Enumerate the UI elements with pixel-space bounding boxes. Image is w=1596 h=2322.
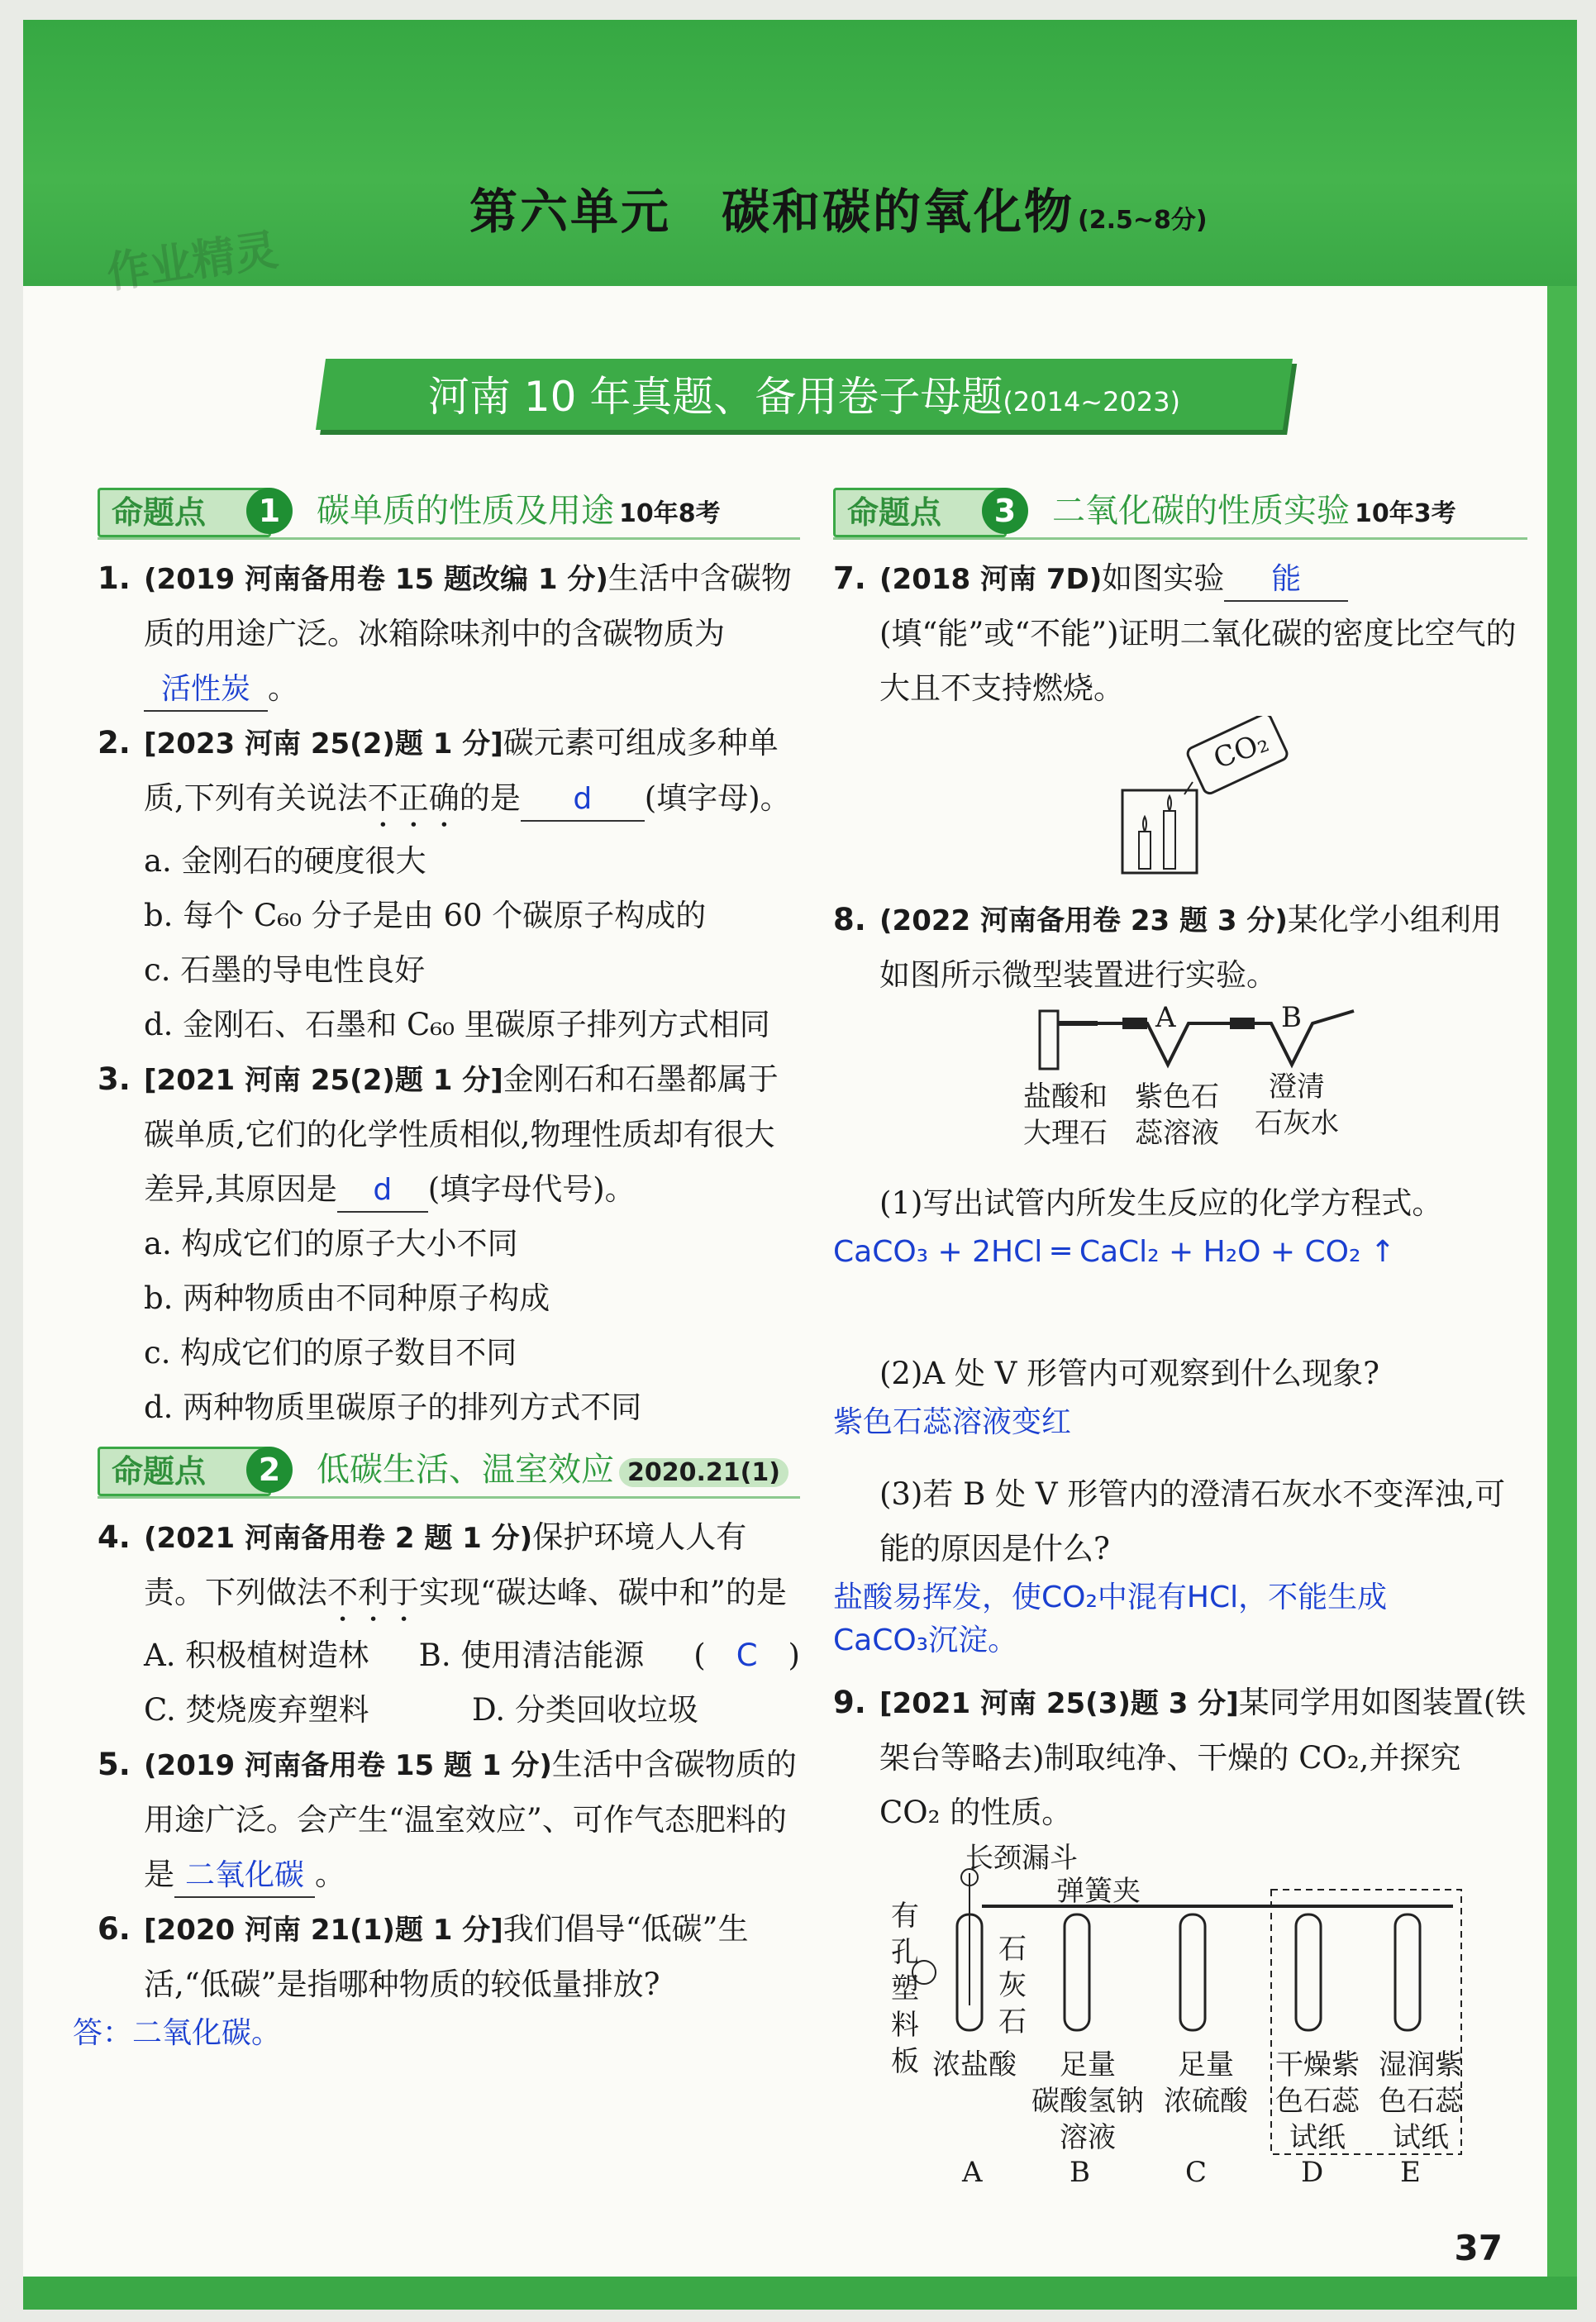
- label-clip: 弹簧夹: [1056, 1875, 1141, 1908]
- topic-header-1: [98, 483, 800, 540]
- label-litmus: 紫色石 蕊溶液: [1135, 1080, 1219, 1150]
- label-b-solution: 足量 碳酸氢钠 溶液: [1031, 2048, 1144, 2154]
- answer-blank[interactable]: 活性炭: [144, 669, 268, 712]
- side-strip: [1547, 286, 1577, 2278]
- option: d. 两种物质里碳原子的排列方式不同: [144, 1390, 642, 1425]
- label-d: D: [1301, 2156, 1324, 2189]
- label-funnel: 长颈漏斗: [965, 1842, 1078, 1875]
- topic-tag: 命题点: [833, 488, 1007, 537]
- topic-tag: 命题点: [98, 488, 271, 537]
- unit-score: (2.5~8分): [1078, 206, 1208, 235]
- topic-header-3: [833, 483, 1527, 540]
- question-3: 3. [2021 河南 25(2)题 1 分]金刚石和石墨都属于碳单质,它们的化学性质相似,物理性质却有很大差异,其原因是 d (填字母代号)。: [98, 1052, 800, 1217]
- option: b. 两种物质由不同种原子构成: [144, 1280, 550, 1316]
- question-9: 9. [2021 河南 25(3)题 3 分]某同学用如图装置(铁架台等略去)制取纯净、干燥的 CO₂,并探究 CO₂ 的性质。: [833, 1685, 1527, 1830]
- label-plate: 有 孔 塑 料 板: [891, 1900, 919, 2078]
- answer-blank[interactable]: 二氧化碳: [174, 1855, 315, 1898]
- topic-number: 2: [246, 1447, 293, 1493]
- co2-label: CO₂: [1209, 725, 1274, 776]
- v-tube-diagram: [1023, 1003, 1370, 1077]
- option: C. 焚烧废弃塑料: [144, 1692, 369, 1728]
- page-number: 37: [1454, 2228, 1503, 2268]
- label-c-solution: 足量 浓硫酸: [1164, 2048, 1248, 2118]
- option: d. 金刚石、石墨和 C₆₀ 里碳原子排列方式相同: [144, 1007, 770, 1042]
- option: a. 金刚石的硬度很大: [144, 843, 426, 879]
- left-column: [73, 483, 800, 2055]
- question-2: 2. [2023 河南 25(2)题 1 分]碳元素可组成多种单质,下列有关说法不正确的是 d (填字母)。: [98, 716, 800, 834]
- option: B. 使用清洁能源: [418, 1638, 645, 1673]
- workbook-page: [23, 20, 1577, 2310]
- topic-tag: 命题点: [98, 1447, 271, 1496]
- label-b: B: [1070, 2156, 1090, 2189]
- option: c. 构成它们的原子数目不同: [144, 1335, 517, 1371]
- question-8-part-1: (1)写出试管内所发生反应的化学方程式。: [879, 1185, 1443, 1221]
- label-a: A: [962, 2156, 983, 2189]
- unit-title: 第六单元 碳和碳的氧化物 (2.5~8分): [469, 184, 1208, 240]
- topic-number: 3: [982, 488, 1028, 534]
- topic-header-2: [98, 1442, 800, 1499]
- option: D. 分类回收垃圾: [472, 1692, 698, 1728]
- gas-apparatus-figure: [833, 1840, 1511, 2187]
- answer-text: 盐酸易挥发，使CO₂中混有HCl，不能生成CaCO₃沉淀。: [833, 1581, 1388, 1657]
- answer-blank[interactable]: d: [521, 779, 645, 822]
- label-acid-marble: 盐酸和 大理石: [1023, 1080, 1108, 1150]
- topic-title: 低碳生活、温室效应 2020.21(1): [317, 1447, 788, 1496]
- option: c. 石墨的导电性良好: [144, 952, 426, 988]
- right-column: [833, 483, 1527, 2187]
- label-e-paper: 湿润紫 色石蕊 试纸: [1379, 2048, 1463, 2154]
- label-acid: 浓盐酸: [932, 2048, 1017, 2081]
- watermark: 作业精灵: [103, 225, 281, 299]
- label-e: E: [1400, 2156, 1421, 2189]
- option-row: [98, 1683, 800, 1738]
- footer-band: [23, 2277, 1577, 2310]
- label-a: A: [1155, 1001, 1176, 1034]
- label-d-paper: 干燥紫 色石蕊 试纸: [1275, 2048, 1360, 2154]
- option: a. 构成它们的原子大小不同: [144, 1226, 518, 1261]
- topic-title: 碳单质的性质及用途 10年8考: [317, 492, 721, 530]
- answer-blank[interactable]: d: [337, 1170, 428, 1213]
- question-7: 7. (2018 河南 7D)如图实验 能(填“能”或“不能”)证明二氧化碳的密度比空气的大且不支持燃烧。: [833, 560, 1517, 706]
- beaker-diagram: [1114, 716, 1296, 881]
- label-limewater: 澄清 石灰水: [1255, 1070, 1339, 1140]
- question-8: 8. (2022 河南备用卷 23 题 3 分)某化学小组利用如图所示微型装置进行实验。: [833, 902, 1502, 993]
- topic-number: 1: [246, 488, 293, 534]
- label-b: B: [1281, 1001, 1302, 1034]
- question-4: 4. (2021 河南备用卷 2 题 1 分)保护环境人人有责。下列做法不利于实现“碳达峰、碳中和”的是 ( C ): [98, 1510, 800, 1628]
- question-5: 5. (2019 河南备用卷 15 题 1 分)生活中含碳物质的用途广泛。会产生“温室效应”、可作气态肥料的是 二氧化碳 。: [98, 1738, 800, 1902]
- micro-apparatus-figure: [1023, 1003, 1370, 1176]
- question-6: 6. [2020 河南 21(1)题 1 分]我们倡导“低碳”生活,“低碳”是指哪种物质的较低量排放?: [98, 1911, 749, 2002]
- choice-answer[interactable]: ( C ): [693, 1638, 800, 1673]
- section-banner-title: 河南 10 年真题、备用卷子母题(2014~2023): [427, 373, 1181, 421]
- label-c: C: [1185, 2156, 1208, 2189]
- question-1: 1. (2019 河南备用卷 15 题改编 1 分)生活中含碳物质的用途广泛。冰箱除味剂中的含碳物质为活性炭 。: [98, 551, 800, 716]
- option: A. 积极植树造林: [144, 1638, 369, 1673]
- option: b. 每个 C₆₀ 分子是由 60 个碳原子构成的: [144, 898, 707, 933]
- answer-text: CaCO₃ + 2HCl ═ CaCl₂ + H₂O + CO₂ ↑: [833, 1235, 1396, 1269]
- answer-text: 答：二氧化碳。: [73, 2016, 282, 2050]
- topic-title: 二氧化碳的性质实验 10年3考: [1052, 492, 1456, 530]
- co2-pour-figure: [1114, 716, 1527, 881]
- question-8-part-3: (3)若 B 处 V 形管内的澄清石灰水不变浑浊,可能的原因是什么?: [879, 1476, 1506, 1566]
- question-8-part-2: (2)A 处 V 形管内可观察到什么现象?: [879, 1356, 1379, 1391]
- option-row: [98, 1628, 693, 1683]
- answer-text: 紫色石蕊溶液变红: [833, 1405, 1072, 1439]
- label-limestone: 石 灰 石: [998, 1933, 1027, 2038]
- answer-blank[interactable]: 能: [1224, 559, 1348, 602]
